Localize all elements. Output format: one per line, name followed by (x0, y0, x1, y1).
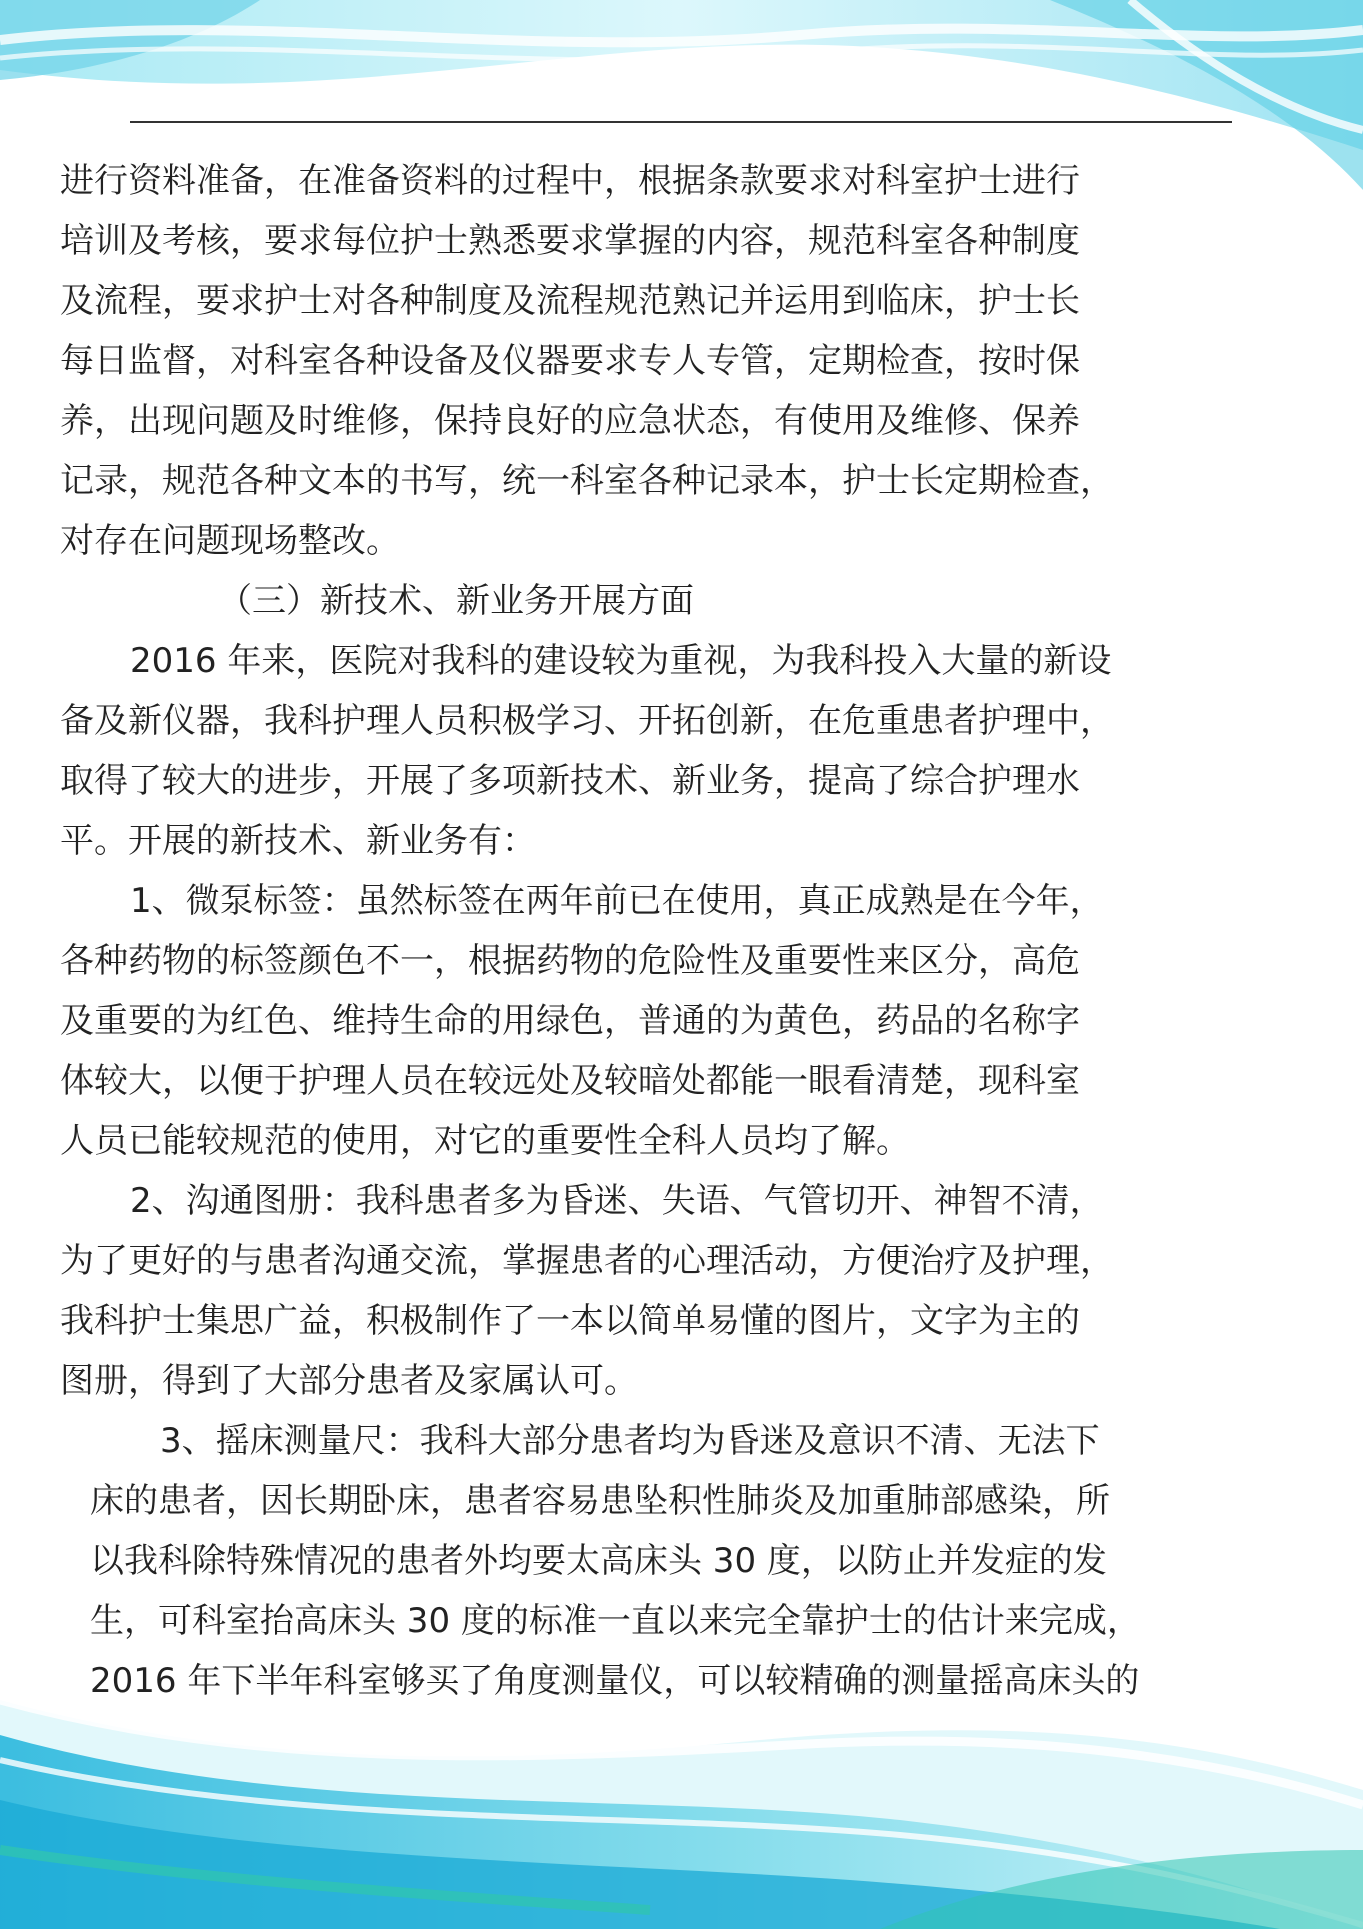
text-line: 图册，得到了大部分患者及家属认可。 (60, 1361, 638, 1401)
text-line: 2016 年来，医院对我科的建设较为重视，为我科投入大量的新设 (130, 641, 1112, 681)
text-line: 为了更好的与患者沟通交流，掌握患者的心理活动，方便治疗及护理， (60, 1241, 1114, 1281)
text-line: 2、沟通图册：我科患者多为昏迷、失语、气管切开、神智不清， (130, 1181, 1104, 1221)
text-line: 体较大，以便于护理人员在较远处及较暗处都能一眼看清楚，现科室 (60, 1061, 1080, 1101)
text-line: 每日监督，对科室各种设备及仪器要求专人专管，定期检查，按时保 (60, 341, 1080, 381)
text-line: 生，可科室抬高床头 30 度的标准一直以来完全靠护士的估计来完成， (90, 1601, 1141, 1641)
text-line: 及流程，要求护士对各种制度及流程规范熟记并运用到临床，护士长 (60, 281, 1080, 321)
text-line: 平。开展的新技术、新业务有： (60, 821, 536, 861)
text-line: 人员已能较规范的使用，对它的重要性全科人员均了解。 (60, 1121, 910, 1161)
text-line: 取得了较大的进步，开展了多项新技术、新业务，提高了综合护理水 (60, 761, 1080, 801)
text-line: 培训及考核，要求每位护士熟悉要求掌握的内容，规范科室各种制度 (60, 221, 1080, 261)
text-line: 备及新仪器，我科护理人员积极学习、开拓创新，在危重患者护理中， (60, 701, 1114, 741)
text-line: 1、微泵标签：虽然标签在两年前已在使用，真正成熟是在今年， (130, 881, 1104, 921)
text-line: 以我科除特殊情况的患者外均要太高床头 30 度，以防止并发症的发 (90, 1541, 1107, 1581)
text-line: 及重要的为红色、维持生命的用绿色，普通的为黄色，药品的名称字 (60, 1001, 1080, 1041)
text-line: 2016 年下半年科室够买了角度测量仪，可以较精确的测量摇高床头的 (90, 1661, 1140, 1701)
text-line: 进行资料准备，在准备资料的过程中，根据条款要求对科室护士进行 (60, 161, 1080, 201)
text-line: 3、摇床测量尺：我科大部分患者均为昏迷及意识不清、无法下 (160, 1421, 1100, 1461)
text-line: 对存在问题现场整改。 (60, 521, 400, 561)
section-heading: （三）新技术、新业务开展方面 (218, 581, 694, 621)
text-line: 记录，规范各种文本的书写，统一科室各种记录本，护士长定期检查， (60, 461, 1114, 501)
text-line: 养，出现问题及时维修，保持良好的应急状态，有使用及维修、保养 (60, 401, 1080, 441)
text-line: 各种药物的标签颜色不一，根据药物的危险性及重要性来区分，高危 (60, 941, 1080, 981)
text-line: 我科护士集思广益，积极制作了一本以简单易懂的图片，文字为主的 (60, 1301, 1080, 1341)
text-line: 床的患者，因长期卧床，患者容易患坠积性肺炎及加重肺部感染，所 (90, 1481, 1110, 1521)
